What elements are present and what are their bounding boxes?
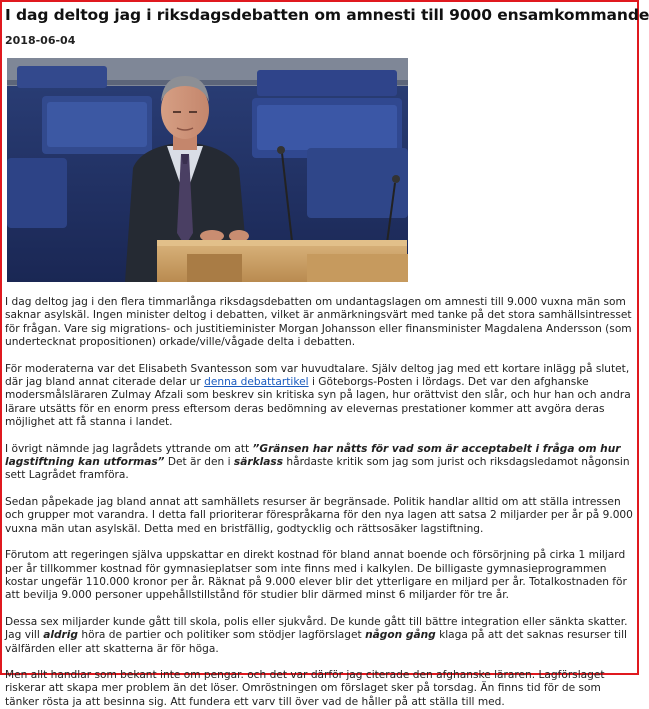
lagradet-quote: ”Gränsen har nåtts för vad som är acceptabelt i fråga om hur lagstiftning kan utformas”: [5, 442, 621, 469]
paragraph-closing: Men allt handlar som bekant inte om pengar. och det var därför jag citerade den afghanske läraren. Lagförslaget riskerar att skapa mer problem än det löser. Omröstningen om förslaget sker på torsdag. Än finns tid för de som tänker rösta ja att besinna sig. Att fundera ett varv till över vad de håller på att ställa till med.: [5, 668, 605, 708]
paragraph-intro: I dag deltog jag i den flera timmarlånga riksdagsdebatten om undantagslagen om amnesti till 9.000 vuxna män som saknar asylskäl. Ingen minister deltog i debatten, vilket är anmärkningsvärt med tanke på det stora samhällsintresset för frågan. Vare sig migrations- och justitieminister Morgan Johansson eller finansminister Magdalena Andersson (som undertecknat propositionen) orkade/ville/vågade delta i debatten.: [5, 296, 632, 349]
article-date: 2018-06-04: [5, 34, 76, 47]
article: [5, 6, 649, 709]
emphasis-nagon-gang: någon gång: [365, 629, 436, 642]
debate-article-link[interactable]: denna debattartikel: [204, 376, 309, 389]
paragraph-text: För moderaterna var det Elisabeth Svantesson som var huvudtalare. Själv deltog jag med ett kortare inlägg på slutet, där jag bland annat citerade delar ur: [5, 362, 630, 389]
article-title: I dag deltog jag i riksdagsdebatten om amnesti till 9000 ensamkommande: [5, 6, 649, 24]
paragraph-text: I övrigt nämnde jag lagrådets yttrande om att: [5, 442, 253, 455]
paragraph-moderates: [5, 363, 635, 430]
paragraph-text: Dessa sex miljarder kunde gått till skola, polis eller sjukvård. De kunde gått till bättre integration eller sänkta skatter. Jag vill: [5, 615, 628, 642]
article-photo: [7, 58, 408, 282]
paragraph-costs: Förutom att regeringen själva uppskattar en direkt kostnad för bland annat boende och försörjning på cirka 1 miljard per år tillkommer kostnad för gymnasieplatser som inte finns med i kalkylen. De billigaste gymnasieprogrammen kostar ungefär 110.000 kronor per år. Räknat på 9.000 elever blir det ytterligare en miljard per år. Totalkostnaden för att bevilja 9.000 personer uppehållstillstånd för studier blir därmed minst 6 miljarder för tre år.: [5, 549, 627, 602]
paragraph-text: klaga på att det saknas resurser till välfärden eller att skatterna är för höga.: [5, 629, 627, 655]
paragraph-text: höra de partier och politiker som stödjer lagförslaget: [78, 629, 366, 642]
paragraph-text: Det är den i: [164, 456, 234, 469]
paragraph-text: hårdaste kritik som jag som jurist och riksdagsledamot någonsin sett Lagrådet framföra.: [5, 456, 630, 482]
emphasis-sarklass: särklass: [233, 456, 284, 469]
paragraph-billions: [5, 616, 635, 656]
paragraph-resources: Sedan påpekade jag bland annat att samhällets resurser är begränsade. Politik handlar alltid om att ställa intressen och grupper mot varandra. I detta fall prioriterar förespråkarna för den nya lagen att satsa 2 miljarder per år på 9.000 vuxna män utan asylskäl. Detta med en bristfällig, godtycklig och rättsosäker lagstiftning.: [5, 495, 633, 535]
emphasis-aldrig: aldrig: [43, 629, 78, 642]
paragraph-lagradet: [5, 443, 635, 483]
paragraph-text: i Göteborgs-Posten i lördags. Det var den afghanske modersmålsläraren Zulmay Afzali som beskrev sin kritiska syn på lagen, hur orättvist den slår, och hur han och andra lärare utsätts för en enorm press eftersom deras bedömning av elevernas prestationer kommer att avgöra deras möjlighet att få stanna i landet.: [5, 376, 631, 429]
speaker-at-riksdag-lectern-photo: [7, 58, 408, 282]
